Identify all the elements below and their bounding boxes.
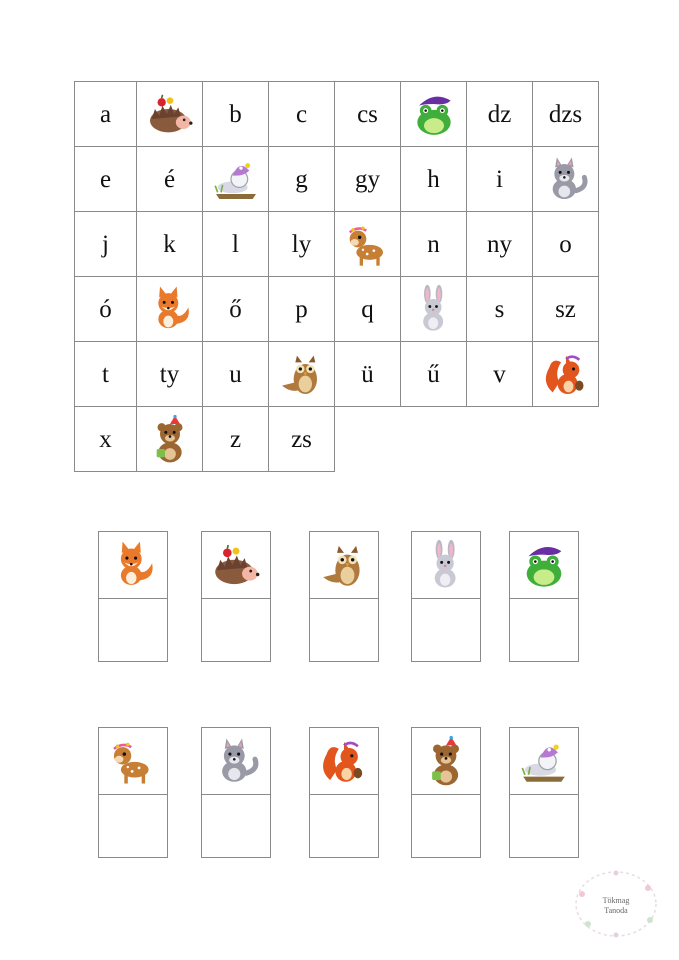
bear-icon bbox=[420, 735, 472, 787]
letter: ny bbox=[487, 230, 512, 258]
grid-letter bbox=[335, 342, 401, 407]
card-picture bbox=[99, 532, 167, 599]
grid-letter bbox=[269, 147, 335, 212]
grid-cell-frog bbox=[401, 82, 467, 147]
grid-letter bbox=[75, 277, 137, 342]
grid-row bbox=[75, 342, 599, 407]
grid-cell-bear bbox=[137, 407, 203, 472]
card-picture bbox=[412, 532, 480, 599]
grid-cell-owl bbox=[269, 342, 335, 407]
letter: ty bbox=[159, 360, 180, 388]
exercise-card bbox=[309, 531, 379, 662]
grid-empty bbox=[533, 407, 599, 472]
grid-cell-squirrel bbox=[533, 342, 599, 407]
letter: j bbox=[102, 230, 109, 258]
grid-letter bbox=[467, 212, 533, 277]
answer-box[interactable] bbox=[99, 599, 167, 663]
exercise-card bbox=[201, 531, 271, 662]
grid-letter bbox=[467, 342, 533, 407]
letter: o bbox=[559, 230, 572, 258]
alphabet-grid bbox=[74, 81, 599, 472]
letter: é bbox=[163, 165, 176, 193]
letter: a bbox=[99, 100, 112, 128]
card-picture bbox=[510, 728, 578, 795]
letter: g bbox=[295, 165, 308, 193]
letter: b bbox=[229, 100, 242, 128]
grid-row bbox=[75, 212, 599, 277]
fox-icon bbox=[107, 539, 159, 591]
exercise-card bbox=[309, 727, 379, 858]
grid-cell-wolf bbox=[533, 147, 599, 212]
letter: zs bbox=[291, 425, 312, 453]
grid-row bbox=[75, 407, 599, 472]
answer-box[interactable] bbox=[202, 795, 270, 859]
logo-line1: Tökmag bbox=[602, 896, 630, 905]
card-picture bbox=[310, 728, 378, 795]
grid-letter bbox=[269, 212, 335, 277]
hedgehog-icon bbox=[145, 89, 195, 139]
wolf-icon bbox=[210, 735, 262, 787]
letter: dzs bbox=[548, 100, 583, 128]
grid-letter bbox=[467, 147, 533, 212]
letter: v bbox=[493, 360, 506, 388]
card-picture bbox=[412, 728, 480, 795]
grid-letter bbox=[137, 147, 203, 212]
letter: p bbox=[295, 295, 308, 323]
grid-row bbox=[75, 82, 599, 147]
owl-icon bbox=[277, 349, 327, 399]
grid-letter bbox=[467, 277, 533, 342]
grid-letter bbox=[203, 342, 269, 407]
letter: q bbox=[361, 295, 374, 323]
grid-letter bbox=[75, 147, 137, 212]
grid-letter bbox=[533, 212, 599, 277]
letter: ly bbox=[291, 230, 312, 258]
grid-cell-fox bbox=[137, 277, 203, 342]
letter: e bbox=[99, 165, 112, 193]
snail-icon bbox=[518, 735, 570, 787]
grid-empty bbox=[401, 407, 467, 472]
grid-letter bbox=[269, 82, 335, 147]
letter: sz bbox=[555, 295, 576, 323]
letter: t bbox=[102, 360, 109, 388]
grid-letter bbox=[75, 342, 137, 407]
logo bbox=[570, 868, 662, 940]
squirrel-icon bbox=[318, 735, 370, 787]
grid-letter bbox=[335, 147, 401, 212]
grid-cell-snail bbox=[203, 147, 269, 212]
deer-icon bbox=[343, 219, 393, 269]
exercise-card bbox=[411, 727, 481, 858]
letter: ü bbox=[361, 360, 374, 388]
frog-icon bbox=[409, 89, 459, 139]
letter: gy bbox=[355, 165, 380, 193]
deer-icon bbox=[107, 735, 159, 787]
grid-row bbox=[75, 147, 599, 212]
grid-letter bbox=[75, 407, 137, 472]
letter: u bbox=[229, 360, 242, 388]
exercise-card bbox=[201, 727, 271, 858]
letter: ű bbox=[427, 360, 440, 388]
grid-letter bbox=[533, 82, 599, 147]
answer-box[interactable] bbox=[310, 599, 378, 663]
grid-cell-rabbit bbox=[401, 277, 467, 342]
grid-letter bbox=[401, 212, 467, 277]
logo-line2: Tanoda bbox=[604, 906, 628, 915]
letter: s bbox=[494, 295, 505, 323]
grid-letter bbox=[203, 82, 269, 147]
card-picture bbox=[310, 532, 378, 599]
letter: h bbox=[427, 165, 440, 193]
grid-empty bbox=[467, 407, 533, 472]
grid-letter bbox=[137, 342, 203, 407]
squirrel-icon bbox=[541, 349, 591, 399]
grid-letter bbox=[467, 82, 533, 147]
letter: x bbox=[99, 425, 112, 453]
fox-icon bbox=[145, 284, 195, 334]
answer-box[interactable] bbox=[510, 599, 578, 663]
grid-letter bbox=[335, 277, 401, 342]
owl-icon bbox=[318, 539, 370, 591]
frog-icon bbox=[518, 539, 570, 591]
exercise-card bbox=[411, 531, 481, 662]
exercise-card bbox=[509, 531, 579, 662]
letter: n bbox=[427, 230, 440, 258]
letter: ő bbox=[229, 295, 242, 323]
hedgehog-icon bbox=[210, 539, 262, 591]
grid-letter bbox=[401, 147, 467, 212]
letter: i bbox=[496, 165, 503, 193]
card-picture bbox=[510, 532, 578, 599]
answer-box[interactable] bbox=[99, 795, 167, 859]
grid-letter bbox=[401, 342, 467, 407]
exercise-card bbox=[509, 727, 579, 858]
grid-letter bbox=[75, 82, 137, 147]
grid-letter bbox=[335, 82, 401, 147]
letter: k bbox=[163, 230, 176, 258]
answer-box[interactable] bbox=[202, 599, 270, 663]
rabbit-icon bbox=[420, 539, 472, 591]
card-picture bbox=[202, 532, 270, 599]
letter: z bbox=[229, 425, 242, 453]
rabbit-icon bbox=[409, 284, 459, 334]
wolf-icon bbox=[541, 154, 591, 204]
answer-box[interactable] bbox=[510, 795, 578, 859]
grid-letter bbox=[269, 407, 335, 472]
card-picture bbox=[99, 728, 167, 795]
grid-letter bbox=[203, 277, 269, 342]
exercise-card bbox=[98, 531, 168, 662]
grid-letter bbox=[269, 277, 335, 342]
letter: l bbox=[232, 230, 239, 258]
grid-letter bbox=[203, 407, 269, 472]
letter: cs bbox=[357, 100, 378, 128]
answer-box[interactable] bbox=[412, 795, 480, 859]
card-picture bbox=[202, 728, 270, 795]
grid-row bbox=[75, 277, 599, 342]
grid-letter bbox=[137, 212, 203, 277]
letter: c bbox=[295, 100, 308, 128]
grid-cell-deer bbox=[335, 212, 401, 277]
exercise-card bbox=[98, 727, 168, 858]
answer-box[interactable] bbox=[310, 795, 378, 859]
grid-letter bbox=[75, 212, 137, 277]
grid-empty bbox=[335, 407, 401, 472]
letter: ó bbox=[99, 295, 112, 323]
answer-box[interactable] bbox=[412, 599, 480, 663]
bear-icon bbox=[145, 414, 195, 464]
letter: dz bbox=[487, 100, 512, 128]
grid-letter bbox=[533, 277, 599, 342]
snail-icon bbox=[211, 154, 261, 204]
grid-letter bbox=[203, 212, 269, 277]
grid-cell-hedgehog bbox=[137, 82, 203, 147]
